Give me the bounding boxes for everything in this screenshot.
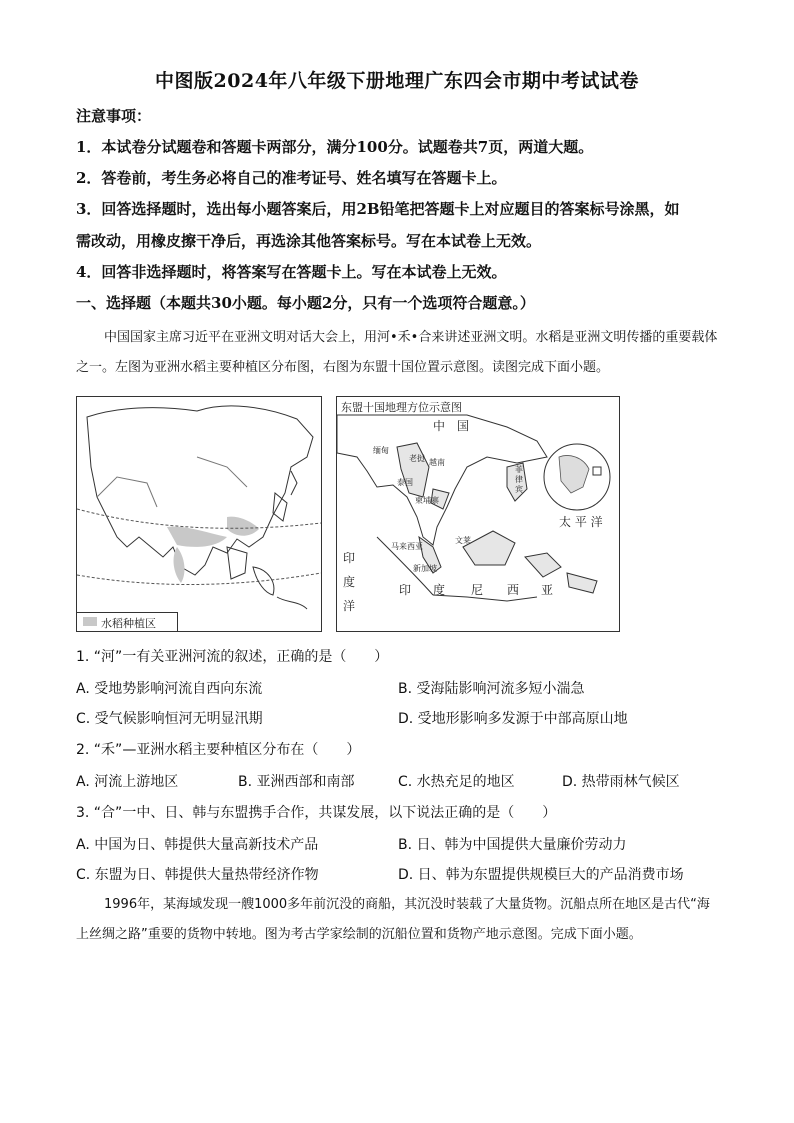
question-3-stem: 3. “合”一中、日、韩与东盟携手合作，共谋发展，以下说法正确的是（ ）	[76, 805, 557, 821]
legend-label: 水稻种植区	[101, 617, 156, 630]
legend-swatch	[83, 617, 97, 626]
question-3-option-d[interactable]: D. 日、韩为东盟提供规模巨大的产品消费市场	[398, 867, 684, 883]
notice-item: 4．回答非选择题时，将答案写在答题卡上。写在本试卷上无效。	[76, 263, 507, 281]
label-indonesia: 尼	[471, 583, 484, 597]
question-1-option-c[interactable]: C. 受气候影响恒河无明显汛期	[76, 711, 263, 727]
label-brunei: 文莱	[455, 536, 471, 545]
question-2-option-c[interactable]: C. 水热充足的地区	[398, 774, 515, 790]
asean-map-title: 东盟十国地理方位示意图	[341, 401, 462, 414]
label-china: 中 国	[433, 419, 470, 433]
label-indonesia: 印	[399, 583, 412, 597]
question-1-option-a[interactable]: A. 受地势影响河流自西向东流	[76, 681, 263, 697]
label-laos: 老挝	[409, 454, 425, 463]
label-vietnam: 越南	[429, 458, 445, 467]
question-3-option-c[interactable]: C. 东盟为日、韩提供大量热带经济作物	[76, 867, 319, 883]
section-heading: 一、选择题（本题共30小题。每小题2分，只有一个选项符合题意。）	[76, 294, 535, 312]
question-1-option-b[interactable]: B. 受海陆影响河流多短小湍急	[398, 681, 585, 697]
asean-map	[336, 396, 620, 632]
question-2-stem: 2. “禾”—亚洲水稻主要种植区分布在（ ）	[76, 742, 361, 758]
asia-rice-map	[76, 396, 322, 632]
label-indian-ocean: 印	[343, 551, 356, 565]
label-indian-ocean: 洋	[343, 599, 356, 613]
map-legend	[77, 612, 178, 631]
question-3-option-b[interactable]: B. 日、韩为中国提供大量廉价劳动力	[398, 837, 627, 853]
question-1-stem: 1. “河”一有关亚洲河流的叙述，正确的是（ ）	[76, 649, 389, 665]
label-pacific: 太 平 洋	[559, 515, 603, 529]
label-indian-ocean: 度	[343, 575, 356, 589]
question-1-option-d[interactable]: D. 受地形影响多发源于中部高原山地	[398, 711, 628, 727]
label-indonesia: 度	[433, 583, 446, 597]
passage-1: 中国国家主席习近平在亚洲文明对话大会上，用河•禾•合来讲述亚洲文明。水稻是亚洲文明传播的重要载体之一。左图为亚洲水稻主要种植区分布图，右图为东盟十国位置示意图。读图完成下面小题。	[76, 330, 718, 375]
notice-item: 2．答卷前，考生务必将自己的准考证号、姓名填写在答题卡上。	[76, 169, 507, 187]
label-myanmar: 缅甸	[373, 446, 389, 455]
label-singapore: 新加坡	[413, 564, 437, 573]
label-indonesia: 亚	[541, 583, 554, 597]
label-malaysia: 马来西亚	[391, 542, 423, 551]
question-2-option-d[interactable]: D. 热带雨林气候区	[562, 774, 680, 790]
label-indonesia: 西	[507, 583, 520, 597]
asia-map-drawing	[77, 397, 321, 631]
notice-item: 1．本试卷分试题卷和答题卡两部分，满分100分。试题卷共7页，两道大题。	[76, 138, 594, 156]
notice-item: 需改动，用橡皮擦干净后，再选涂其他答案标号。写在本试卷上无效。	[76, 232, 542, 250]
question-2-option-b[interactable]: B. 亚洲西部和南部	[238, 774, 355, 790]
label-cambodia: 柬埔寨	[415, 496, 439, 505]
notice-item: 3．回答选择题时，选出每小题答案后，用2B铅笔把答题卡上对应题目的答案标号涂黑，如	[76, 200, 680, 218]
question-3-option-a[interactable]: A. 中国为日、韩提供大量高新技术产品	[76, 837, 319, 853]
notice-heading: 注意事项：	[76, 107, 152, 125]
passage-2: 1996年，某海域发现一艘1000多年前沉没的商船，其沉没时装载了大量货物。沉船点所在地区是古代“海上丝绸之路”重要的货物中转地。图为考古学家绘制的沉船位置和货物产地示意图。完成下面小题。	[76, 897, 710, 942]
label-philippines: 菲律宾	[515, 465, 523, 494]
question-2-option-a[interactable]: A. 河流上游地区	[76, 774, 179, 790]
page-title: 中图版2024年八年级下册地理广东四会市期中考试试卷	[155, 70, 639, 92]
label-thailand: 泰国	[397, 478, 413, 487]
